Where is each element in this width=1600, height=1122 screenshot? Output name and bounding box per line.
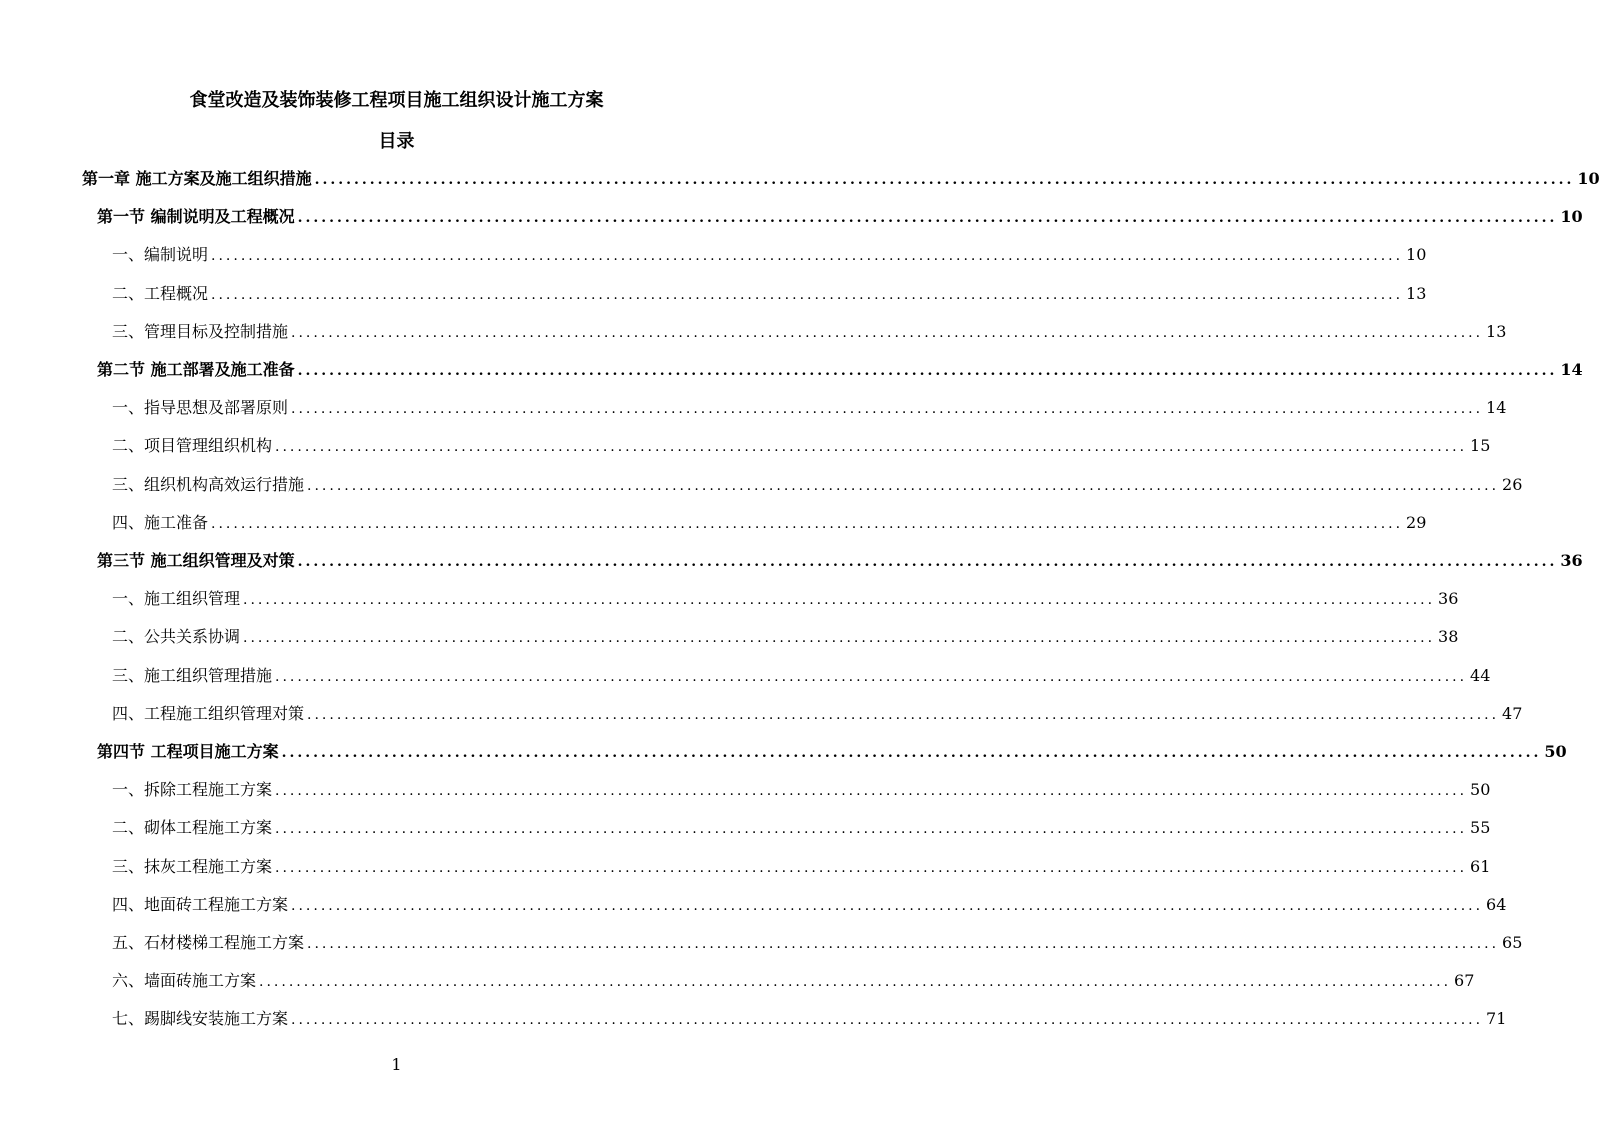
document-title: 食堂改造及装饰装修工程项目施工组织设计施工方案 bbox=[189, 90, 604, 111]
toc-entry[interactable] bbox=[112, 242, 1427, 268]
toc-dot-leader: ................................................................................................................................................................ bbox=[291, 401, 1484, 418]
toc-dot-leader: ................................................................................................................................................................ bbox=[281, 745, 1542, 761]
toc-dot-leader: ................................................................................................................................................................ bbox=[297, 554, 1558, 570]
toc-entry-page: 10 bbox=[1577, 169, 1600, 188]
toc-entry-label: 五、石材楼梯工程施工方案 bbox=[112, 933, 305, 952]
toc-dot-leader: ................................................................................................................................................................ bbox=[275, 668, 1468, 685]
toc-dot-leader: ................................................................................................................................................................ bbox=[275, 821, 1468, 838]
toc-section-entry[interactable] bbox=[97, 739, 1567, 765]
toc-entry-label: 二、项目管理组织机构 bbox=[112, 436, 273, 456]
toc-dot-leader: ................................................................................................................................................................ bbox=[297, 363, 1558, 379]
toc-entry-page: 15 bbox=[1470, 436, 1491, 456]
toc-dot-leader: ................................................................................................................................................................ bbox=[297, 210, 1558, 227]
toc-entry-label: 二、公共关系协调 bbox=[112, 627, 241, 647]
toc-dot-leader: ................................................................................................................................................................ bbox=[291, 897, 1484, 914]
toc-entry-page: 14 bbox=[1560, 360, 1583, 379]
toc-entry[interactable] bbox=[112, 777, 1491, 803]
toc-entry[interactable] bbox=[112, 1006, 1507, 1032]
toc-entry[interactable] bbox=[112, 281, 1427, 307]
toc-entry-label: 一、编制说明 bbox=[112, 245, 209, 265]
toc-entry-page: 26 bbox=[1502, 474, 1523, 494]
toc-entry-label: 四、施工准备 bbox=[112, 512, 209, 532]
toc-heading: 目录 bbox=[378, 131, 415, 152]
toc-entry-label: 六、墙面砖施工方案 bbox=[112, 971, 257, 991]
toc-entry-page: 36 bbox=[1560, 551, 1583, 570]
toc-dot-leader: ................................................................................................................................................................ bbox=[259, 974, 1452, 991]
toc-dot-leader: ................................................................................................................................................................ bbox=[275, 859, 1468, 876]
toc-entry-page: 50 bbox=[1470, 780, 1491, 800]
toc-entry-page: 50 bbox=[1544, 742, 1567, 761]
toc-dot-leader: ................................................................................................................................................................ bbox=[275, 439, 1468, 456]
toc-entry-page: 29 bbox=[1406, 512, 1427, 532]
toc-entry[interactable] bbox=[112, 586, 1459, 612]
toc-entry[interactable] bbox=[112, 892, 1507, 918]
toc-entry-label: 第一章 施工方案及施工组织措施 bbox=[82, 169, 312, 188]
toc-entry[interactable] bbox=[112, 319, 1507, 345]
toc-entry-label: 一、施工组织管理 bbox=[112, 589, 241, 609]
toc-entry-page: 36 bbox=[1438, 589, 1459, 609]
toc-entry[interactable] bbox=[112, 472, 1523, 498]
toc-entry-label: 三、组织机构高效运行措施 bbox=[112, 474, 305, 494]
toc-entry-label: 四、地面砖工程施工方案 bbox=[112, 894, 289, 914]
toc-entry[interactable] bbox=[112, 854, 1491, 880]
toc-entry-label: 第四节 工程项目施工方案 bbox=[97, 742, 279, 761]
toc-dot-leader: ................................................................................................................................................................ bbox=[307, 706, 1500, 723]
toc-entry-page: 47 bbox=[1502, 703, 1523, 723]
toc-dot-leader: ................................................................................................................................................................ bbox=[211, 515, 1404, 532]
toc-dot-leader: ................................................................................................................................................................ bbox=[291, 324, 1484, 341]
toc-entry-page: 55 bbox=[1470, 818, 1491, 838]
toc-dot-leader: ................................................................................................................................................................ bbox=[211, 248, 1404, 265]
toc-entry[interactable] bbox=[112, 930, 1523, 956]
toc-dot-leader: ................................................................................................................................................................ bbox=[307, 477, 1500, 494]
toc-section-entry[interactable] bbox=[97, 204, 1583, 230]
toc-entry-page: 71 bbox=[1486, 1009, 1507, 1029]
toc-dot-leader: ................................................................................................................................................................ bbox=[243, 630, 1436, 647]
toc-entry-label: 三、管理目标及控制措施 bbox=[112, 321, 289, 341]
toc-entry-label: 第三节 施工组织管理及对策 bbox=[97, 551, 295, 570]
toc-entry-page: 44 bbox=[1470, 665, 1491, 685]
toc-dot-leader: ................................................................................................................................................................ bbox=[243, 592, 1436, 609]
page-number: 1 bbox=[391, 1055, 402, 1074]
toc-dot-leader: ................................................................................................................................................................ bbox=[211, 286, 1404, 303]
toc-entry[interactable] bbox=[112, 968, 1475, 994]
toc-entry-page: 65 bbox=[1502, 933, 1523, 952]
toc-entry-label: 四、工程施工组织管理对策 bbox=[112, 703, 305, 723]
toc-dot-leader: ................................................................................................................................................................ bbox=[291, 1012, 1484, 1029]
toc-dot-leader: ................................................................................................................................................................ bbox=[275, 783, 1468, 800]
toc-entry-page: 13 bbox=[1486, 321, 1507, 341]
toc-entry-page: 67 bbox=[1454, 971, 1475, 991]
toc-entry[interactable] bbox=[112, 624, 1459, 650]
toc-chapter-entry[interactable] bbox=[82, 166, 1600, 192]
toc-entry-page: 14 bbox=[1486, 398, 1507, 418]
toc-entry-label: 二、工程概况 bbox=[112, 283, 209, 303]
toc-entry-page: 10 bbox=[1560, 207, 1583, 227]
toc-entry-page: 61 bbox=[1470, 856, 1491, 876]
toc-entry[interactable] bbox=[112, 395, 1507, 421]
toc-entry-label: 第二节 施工部署及施工准备 bbox=[97, 360, 295, 379]
toc-section-entry[interactable] bbox=[97, 357, 1583, 383]
toc-entry[interactable] bbox=[112, 510, 1427, 536]
toc-entry-label: 三、抹灰工程施工方案 bbox=[112, 856, 273, 876]
toc-entry-label: 第一节 编制说明及工程概况 bbox=[97, 207, 295, 227]
toc-entry-label: 二、砌体工程施工方案 bbox=[112, 818, 273, 838]
toc-entry-label: 七、踢脚线安装施工方案 bbox=[112, 1009, 289, 1029]
toc-entry[interactable] bbox=[112, 663, 1491, 689]
toc-entry-page: 13 bbox=[1406, 283, 1427, 303]
toc-dot-leader: ................................................................................................................................................................ bbox=[307, 936, 1500, 952]
toc-entry-label: 一、指导思想及部署原则 bbox=[112, 398, 289, 418]
toc-section-entry[interactable] bbox=[97, 548, 1583, 574]
toc-entry-page: 64 bbox=[1486, 894, 1507, 914]
toc-entry-page: 38 bbox=[1438, 627, 1459, 647]
toc-entry[interactable] bbox=[112, 815, 1491, 841]
toc-entry[interactable] bbox=[112, 433, 1491, 459]
toc-entry-label: 一、拆除工程施工方案 bbox=[112, 780, 273, 800]
toc-entry-label: 三、施工组织管理措施 bbox=[112, 665, 273, 685]
toc-entry-page: 10 bbox=[1406, 245, 1427, 265]
toc-entry[interactable] bbox=[112, 701, 1523, 727]
toc-dot-leader: ................................................................................................................................................................ bbox=[314, 172, 1575, 188]
